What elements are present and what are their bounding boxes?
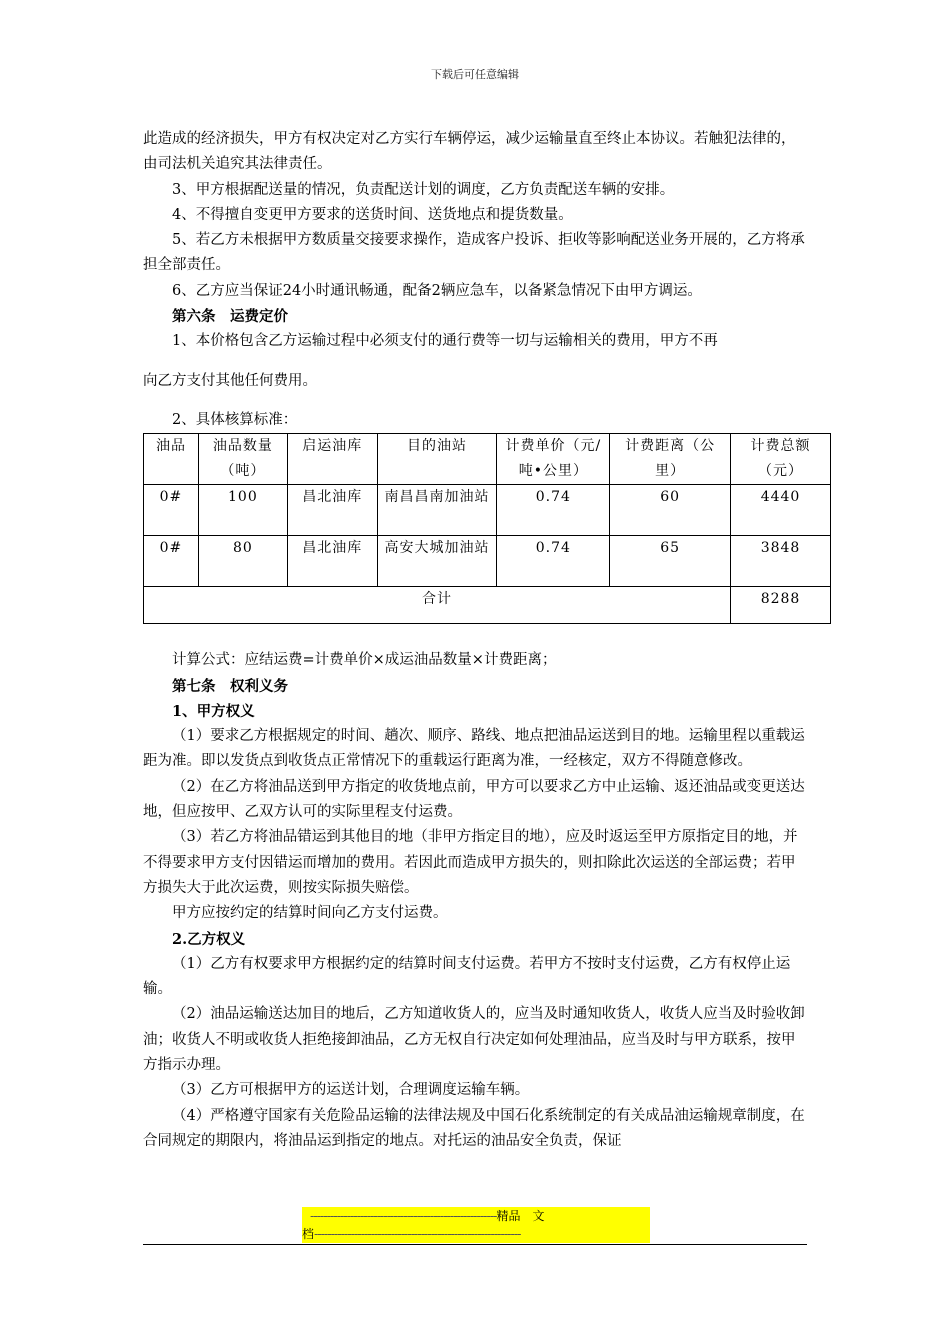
party-b-item: （3）乙方可根据甲方的运送计划，合理调度运输车辆。 xyxy=(172,1082,530,1099)
party-a-title: 1、甲方权义 xyxy=(172,702,255,720)
footer-watermark xyxy=(302,1207,650,1243)
footer-dashes: -------------------------------------------------------- xyxy=(310,1209,497,1223)
table-header-row xyxy=(144,434,831,485)
table-cell: 高安大城加油站 xyxy=(377,536,497,587)
article-6-clause-2: 2、具体核算标准： xyxy=(172,411,298,428)
table-cell: 100 xyxy=(198,485,287,536)
table-row xyxy=(144,485,831,536)
total-label: 合计 xyxy=(144,587,731,624)
table-header-cell: 计费单价（元/吨•公里） xyxy=(497,434,610,485)
formula: 计算公式：应结运费=计费单价×成运油品数量×计费距离； xyxy=(172,652,557,669)
party-a-item: （3）若乙方将油品错运到其他目的地（非甲方指定目的地），应及时返运至甲方原指定目的地，并不得要求甲方支付因错运而增加的费用。若因此而造成甲方损失的，则扣除此次运送的全部运费；若甲方损失大于此次运费，则按实际损失赔偿。 xyxy=(143,829,798,896)
footer-dashes: -------------------------------------------------------------- xyxy=(314,1227,521,1241)
footer-text: 档 xyxy=(302,1227,315,1241)
article-6-clause-1-cont: 向乙方支付其他任何费用。 xyxy=(143,372,317,389)
fee-table xyxy=(143,433,831,624)
table-header-cell: 计费距离（公里） xyxy=(610,434,731,485)
paragraph: 此造成的经济损失，甲方有权决定对乙方实行车辆停运，减少运输量直至终止本协议。若触犯法律的，由司法机关追究其法律责任。 xyxy=(143,131,796,173)
table-cell: 南昌昌南加油站 xyxy=(377,485,497,536)
article-6-title: 第六条 运费定价 xyxy=(172,308,288,326)
party-b-item: （2）油品运输送达加目的地后，乙方知道收货人的，应当及时通知收货人，收货人应当及时验收卸油；收货人不明或收货人拒绝接卸油品，乙方无权自行决定如何处理油品，应当及时与甲方联系，按甲方指示办理。 xyxy=(143,1006,805,1074)
table-cell: 60 xyxy=(610,485,731,536)
footer-rule xyxy=(143,1244,807,1245)
table-header-cell: 油品 xyxy=(144,434,199,485)
paragraph: 4、不得擅自变更甲方要求的送货时间、送货地点和提货数量。 xyxy=(172,206,573,223)
table-header-cell: 油品数量（吨） xyxy=(198,434,287,485)
table-cell: 昌北油库 xyxy=(287,536,377,587)
table-header-cell: 目的油站 xyxy=(377,434,497,485)
footer-line-1 xyxy=(302,1207,650,1225)
party-a-item: （2）在乙方将油品送到甲方指定的收货地点前，甲方可以要求乙方中止运输、返还油品或变更送达地，但应按甲、乙双方认可的实际里程支付运费。 xyxy=(143,778,805,821)
party-b-title: 2.乙方权义 xyxy=(172,930,246,948)
table-cell: 65 xyxy=(610,536,731,587)
table-cell: 3848 xyxy=(731,536,831,587)
table-cell: 0# xyxy=(144,485,199,536)
table-header-cell: 计费总额（元） xyxy=(731,434,831,485)
footer-line-2 xyxy=(302,1225,650,1243)
table-cell: 80 xyxy=(198,536,287,587)
party-a-item: （1）要求乙方根据规定的时间、趟次、顺序、路线、地点把油品运送到目的地。运输里程以重载运距为准。即以发货点到收货点正常情况下的重载运行距离为准，一经核定，双方不得随意修改。 xyxy=(143,728,805,770)
table-header-cell: 启运油库 xyxy=(287,434,377,485)
page-header: 下载后可任意编辑 xyxy=(431,68,519,81)
paragraph: 5、若乙方未根据甲方数质量交接要求操作，造成客户投诉、拒收等影响配送业务开展的，乙方将承担全部责任。 xyxy=(143,232,805,274)
document-body xyxy=(143,127,811,1154)
party-b-item: （4）严格遵守国家有关危险品运输的法律法规及中国石化系统制定的有关成品油运输规章制度，在合同规定的期限内，将油品运到指定的地点。对托运的油品安全负责，保证 xyxy=(143,1107,805,1149)
total-value: 8288 xyxy=(731,587,831,624)
article-7-title: 第七条 权利义务 xyxy=(172,677,288,695)
table-cell: 昌北油库 xyxy=(287,485,377,536)
table-cell: 0# xyxy=(144,536,199,587)
party-b-item: （1）乙方有权要求甲方根据约定的结算时间支付运费。若甲方不按时支付运费，乙方有权停止运输。 xyxy=(143,955,791,998)
footer-text: 精品 文 xyxy=(496,1209,545,1223)
table-row xyxy=(144,536,831,587)
paragraph: 3、甲方根据配送量的情况，负责配送计划的调度，乙方负责配送车辆的安排。 xyxy=(172,181,675,198)
table-total-row xyxy=(144,587,831,624)
table-cell: 4440 xyxy=(731,485,831,536)
table-cell: 0.74 xyxy=(497,536,610,587)
party-a-item: 甲方应按约定的结算时间向乙方支付运费。 xyxy=(172,905,448,922)
table-cell: 0.74 xyxy=(497,485,610,536)
article-6-clause-1: 1、本价格包含乙方运输过程中必须支付的通行费等一切与运输相关的费用，甲方不再 xyxy=(172,333,718,350)
paragraph: 6、乙方应当保证24小时通讯畅通，配备2辆应急车，以备紧急情况下由甲方调运。 xyxy=(172,282,702,299)
